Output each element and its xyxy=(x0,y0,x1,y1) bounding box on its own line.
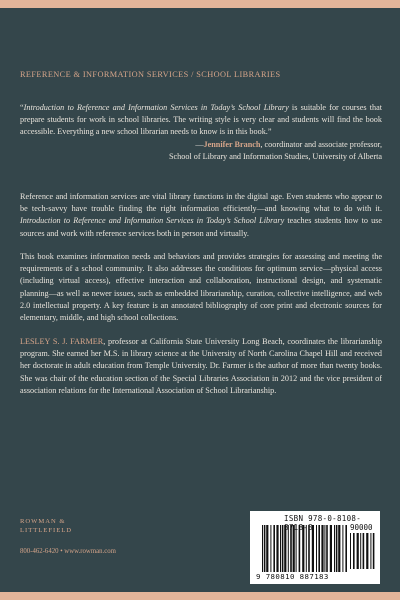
p1-text: Reference and information services are vital library functions in the digital age. Even students who appear to be tech-savvy have trouble finding the right information efficiently—and knowing what to do with it. xyxy=(20,192,382,214)
p1-text-end: teaches students how to use sources and work with reference services both in person and virtually. xyxy=(20,216,383,238)
barcode-bar xyxy=(321,525,323,572)
barcode-bar xyxy=(330,525,332,572)
barcode-bar xyxy=(276,525,278,572)
quote-attribution xyxy=(169,139,382,163)
barcode-bar xyxy=(324,525,325,572)
price-barcode-bar xyxy=(350,533,351,569)
barcode-bar xyxy=(334,525,335,572)
barcode-bar xyxy=(342,525,343,572)
barcode-bar xyxy=(299,525,301,572)
attribution-dash: — xyxy=(195,140,204,149)
barcode-bar xyxy=(264,525,266,572)
barcode-bar xyxy=(282,525,284,572)
endorser-affiliation: School of Library and Information Studies, University of Alberta xyxy=(168,152,382,162)
barcode-bar xyxy=(273,525,275,572)
publisher-contact: 800-462-6420 • www.rowman.com xyxy=(20,548,116,555)
barcode-bar xyxy=(266,525,268,572)
barcode-bar xyxy=(316,525,317,572)
price-barcode-bar xyxy=(360,533,361,569)
author-name: LESLEY S. J. FARMER xyxy=(20,337,104,346)
author-bio xyxy=(20,336,382,397)
barcode-bar xyxy=(280,525,281,572)
barcode-bar xyxy=(345,525,347,572)
barcode-digits: 9 780810 887183 xyxy=(256,572,329,581)
price-barcode-bar xyxy=(353,533,355,569)
barcode-bar xyxy=(308,525,310,572)
quote-open-mark: “ xyxy=(20,103,24,112)
endorsement-quote xyxy=(20,102,382,139)
publisher-logo xyxy=(20,518,72,535)
attribution-line xyxy=(169,139,382,151)
price-barcode-bar xyxy=(363,533,365,569)
quote-book-title: Introduction to Reference and Information Services in Today’s School Library xyxy=(23,103,289,112)
barcode-bar xyxy=(302,525,304,572)
price-barcode-bar xyxy=(366,533,368,569)
barcode-bar xyxy=(318,525,320,572)
author-bio-text: , professor at California State University Long Beach, coordinates the librarianship program. She earned her M.S. in library science at the University of North Carolina Chapel Hill and received her doctorate in adult education from Temple University. Dr. Farmer is the author of more than twenty books. She was chair of the education section of the Special Libraries Association in 2012 and the vice president of association relations for the International Association of School Librarianship. xyxy=(20,337,382,395)
price-barcode-bar xyxy=(370,533,371,569)
price-barcode-bar xyxy=(357,533,359,569)
barcode-bar xyxy=(293,525,295,572)
barcode-bar xyxy=(326,525,328,572)
barcode-bar xyxy=(296,525,297,572)
quote-text: is suitable for courses that prepare students for work in school libraries. The writing style is very clear and students will find the book accessible. Everything a new school librarian needs to know is in this book.” xyxy=(20,103,383,137)
barcode-bar xyxy=(306,525,307,572)
barcode-bar xyxy=(288,525,289,572)
description-paragraph-2: This book examines information needs and behaviors and provides strategies for assessing and meeting the requirements of a school community. It also addresses the conditions for optimum service—physical access (including virtual access), effective interaction and collaboration, instructional design, and systematic planning—as well as newer issues, such as embedded librarianship, curation, collective intelligence, and web 2.0 intellectual property. A key feature is an annotated bibliography of core print and electronic sources for elementary, middle, and high school collections. xyxy=(20,252,382,323)
endorser-name: Jennifer Branch xyxy=(203,140,261,149)
price-code: 90000 xyxy=(350,523,373,532)
barcode-bar xyxy=(312,525,314,572)
category-label: REFERENCE & INFORMATION SERVICES / SCHOOL LIBRARIES xyxy=(20,70,281,79)
barcode-bar xyxy=(284,525,286,572)
description-paragraph-1 xyxy=(20,191,382,240)
barcode-bar xyxy=(336,525,338,572)
publisher-line-2: LITTLEFIELD xyxy=(20,526,73,534)
barcode-bar xyxy=(338,525,340,572)
barcode-bar xyxy=(290,525,292,572)
publisher-line-1: ROWMAN & xyxy=(20,518,66,525)
isbn-barcode xyxy=(250,511,380,584)
endorser-role: , coordinator and associate professor, xyxy=(260,140,382,149)
barcode-bar xyxy=(270,525,271,572)
isbn-label: ISBN 978-0-8108-8718-3 xyxy=(284,514,362,532)
price-barcode-bar xyxy=(373,533,375,569)
barcode-bar xyxy=(262,525,263,572)
back-cover xyxy=(0,8,400,592)
p1-book-title: Introduction to Reference and Information Services in Today’s School Library xyxy=(20,216,285,226)
